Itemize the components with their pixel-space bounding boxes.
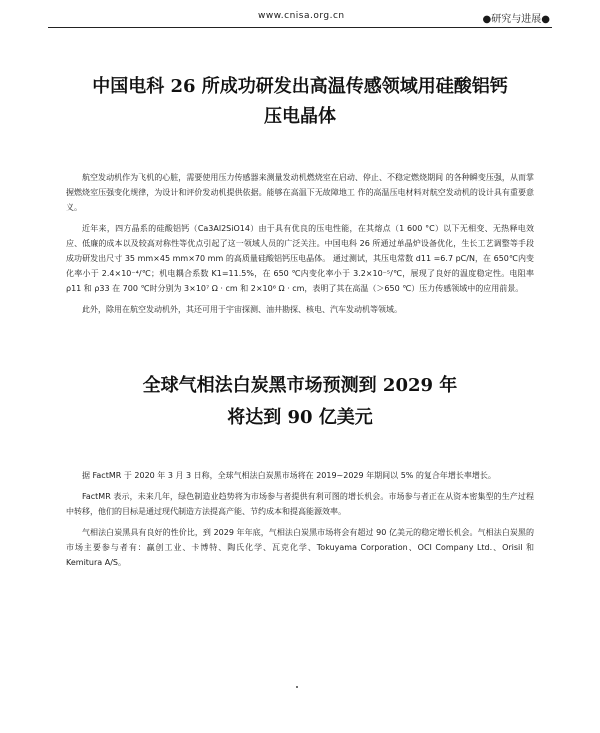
article-crystal bbox=[66, 72, 534, 323]
paragraph: 据 FactMR 于 2020 年 3 月 3 日称，全球气相法白炭黑市场将在 2019~2029 年期间以 5% 的复合年增长率增长。 bbox=[82, 471, 496, 480]
article-body bbox=[66, 468, 534, 570]
title-line: 全球气相法白炭黑市场预测到 2029 年 bbox=[142, 375, 458, 396]
header-rule bbox=[48, 27, 552, 28]
title-line: 将达到 90 亿美元 bbox=[227, 407, 373, 428]
page-dot bbox=[296, 686, 298, 688]
paragraph: FactMR 表示，未来几年，绿色制造业趋势将为市场参与者提供有利可图的增长机会。市场参与者正在从资本密集型的生产过程中转移，他们的目标是通过现代制造方法提高产能、节约成本和提高能源效率。 bbox=[66, 492, 534, 516]
paragraph: 近年来，四方晶系的硅酸铝钙（Ca3Al2SiO14）由于具有优良的压电性能，在其熔点（1 600 °C）以下无相变、无热释电效应、低廉的成本以及较高对称性等优点引起了这一领域人员的广泛关注。中国电科 26 所通过单晶炉设备优化，生长工艺调整等手段成功研发出尺寸 35 mm×45 mm×70 mm 的高质量硅酸铝钙压电晶体。 通过测试，其压电常数 d11 =6.7 pC/N，在 650℃内变化率小于 2.4×10⁻⁴/℃；机电耦合系数 K1=11.5%，在 650 ℃内变化率小于 3.2×10⁻⁵/℃，展现了良好的温度稳定性。电阻率 ρ11 和 ρ33 在 700 ℃时分别为 3×10⁷ Ω · cm 和 2×10⁶ Ω · cm，表明了其在高温（＞650 ℃）压力传感领域中的应用前景。 bbox=[66, 224, 534, 293]
article-silica bbox=[66, 370, 534, 576]
page-header bbox=[0, 0, 600, 36]
article-title bbox=[66, 370, 534, 434]
title-line: 中国电科 26 所成功研发出高温传感领域用硅酸铝钙 bbox=[92, 76, 508, 97]
article-body bbox=[66, 170, 534, 317]
site-url[interactable]: www.cnisa.org.cn bbox=[258, 11, 345, 21]
paragraph: 航空发动机作为飞机的心脏，需要使用压力传感器来测量发动机燃烧室在启动、停止、不稳定燃烧期间 的各种瞬变压强，从而掌握燃烧室压强变化规律，为设计和评价发动机提供依据。能够在高温下无故障地工 作的高温压电材料对航空发动机的设计具有重要意义。 bbox=[66, 173, 534, 212]
article-title bbox=[66, 72, 534, 132]
title-line: 压电晶体 bbox=[264, 106, 336, 127]
paragraph: 气相法白炭黑具有良好的性价比，到 2029 年年底，气相法白炭黑市场将会有超过 90 亿美元的稳定增长机会。气相法白炭黑的市场主要参与者有：赢创工业、卡博特、陶氏化学、瓦克化学、Tokuyama Corporation、OCI Company Ltd.、Orisil 和 Kemitura A/S。 bbox=[66, 528, 534, 567]
section-tag: ●研究与进展● bbox=[482, 14, 550, 25]
paragraph: 此外，除用在航空发动机外，其还可用于宇宙探测、油井勘探、核电、汽车发动机等领域。 bbox=[82, 305, 402, 314]
